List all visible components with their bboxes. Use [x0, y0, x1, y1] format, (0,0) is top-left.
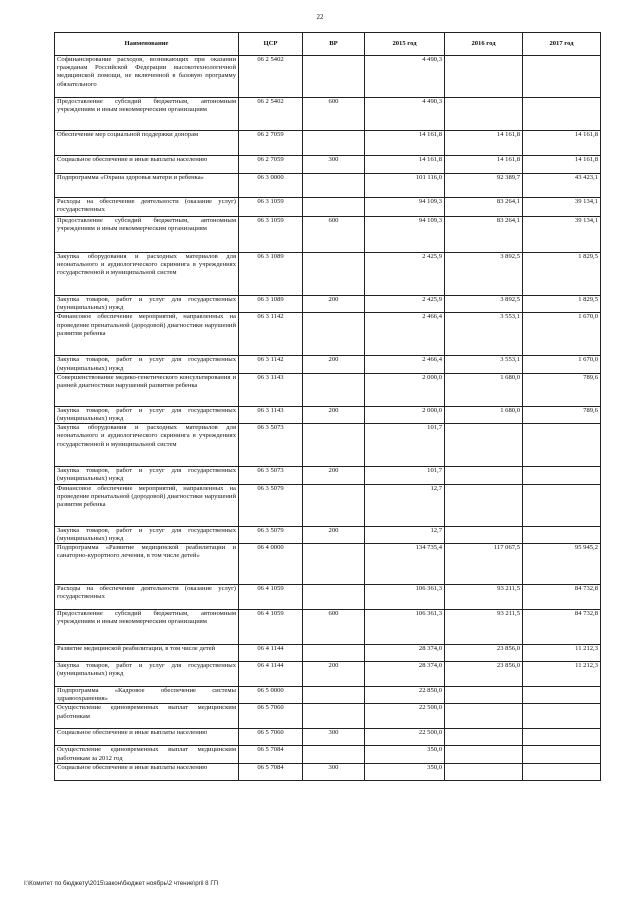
row-vr-cell	[303, 585, 365, 610]
row-2017-cell	[523, 484, 601, 526]
row-csr-cell: 06 3 5079	[239, 484, 303, 526]
table-body	[55, 56, 601, 781]
table-row	[55, 174, 601, 198]
row-2017-cell	[523, 687, 601, 704]
row-2015-cell: 2 425,9	[365, 296, 445, 313]
row-2016-cell	[445, 687, 523, 704]
row-2017-cell: 11 212,3	[523, 662, 601, 687]
row-vr-cell: 200	[303, 406, 365, 423]
row-2015-cell: 94 109,3	[365, 198, 445, 217]
row-csr-cell: 06 2 5402	[239, 56, 303, 98]
row-vr-cell	[303, 746, 365, 763]
table-row	[55, 313, 601, 356]
table-row	[55, 356, 601, 373]
row-2017-cell	[523, 467, 601, 484]
row-name-cell: Расходы на обеспечение деятельности (оказание услуг) государственных	[55, 585, 239, 610]
row-2016-cell	[445, 467, 523, 484]
row-name-cell: Социальное обеспечение и иные выплаты населению	[55, 763, 239, 780]
row-2016-cell: 3 892,5	[445, 253, 523, 296]
page-number: 22	[316, 13, 324, 21]
row-2017-cell: 14 161,8	[523, 156, 601, 174]
table-row	[55, 131, 601, 156]
row-vr-cell	[303, 544, 365, 585]
row-2016-cell: 1 680,0	[445, 406, 523, 423]
row-name-cell: Финансовое обеспечение мероприятий, направленных на проведение пренатальной (дородовой) диагностики нарушений развития ребенка	[55, 313, 239, 356]
row-2017-cell	[523, 704, 601, 729]
row-vr-cell	[303, 704, 365, 729]
table-row	[55, 156, 601, 174]
row-2017-cell	[523, 98, 601, 131]
row-2016-cell: 14 161,8	[445, 131, 523, 156]
table-row	[55, 662, 601, 687]
row-2017-cell: 39 134,1	[523, 217, 601, 253]
table-row	[55, 424, 601, 467]
row-csr-cell: 06 4 0000	[239, 544, 303, 585]
row-name-cell: Подпрограмма «Развитие медицинской реабилитации и санаторно-курортного лечения, в том числе детей»	[55, 544, 239, 585]
row-name-cell: Подпрограмма «Охрана здоровья матери и ребенка»	[55, 174, 239, 198]
row-2016-cell: 23 856,0	[445, 645, 523, 662]
row-vr-cell	[303, 174, 365, 198]
row-2017-cell: 43 423,1	[523, 174, 601, 198]
row-vr-cell	[303, 373, 365, 406]
row-2017-cell	[523, 424, 601, 467]
row-2016-cell	[445, 763, 523, 780]
row-2015-cell: 94 109,3	[365, 217, 445, 253]
row-2017-cell: 39 134,1	[523, 198, 601, 217]
table-row	[55, 484, 601, 526]
row-csr-cell: 06 2 7059	[239, 131, 303, 156]
row-csr-cell: 06 3 1142	[239, 356, 303, 373]
row-name-cell: Закупка товаров, работ и услуг для государственных (муниципальных) нужд	[55, 296, 239, 313]
row-name-cell: Закупка товаров, работ и услуг для государственных (муниципальных) нужд	[55, 356, 239, 373]
row-2017-cell	[523, 763, 601, 780]
row-csr-cell: 06 4 1059	[239, 610, 303, 645]
row-name-cell: Социальное обеспечение и иные выплаты населению	[55, 729, 239, 746]
row-vr-cell: 600	[303, 610, 365, 645]
table-row	[55, 56, 601, 98]
table-row	[55, 198, 601, 217]
row-name-cell: Социальное обеспечение и иные выплаты населению	[55, 156, 239, 174]
row-vr-cell: 200	[303, 356, 365, 373]
row-vr-cell	[303, 687, 365, 704]
row-csr-cell: 06 3 5073	[239, 467, 303, 484]
row-2017-cell: 789,6	[523, 406, 601, 423]
row-name-cell: Закупка товаров, работ и услуг для государственных (муниципальных) нужд	[55, 526, 239, 543]
header-2017: 2017 год	[523, 33, 601, 56]
row-csr-cell: 06 3 5079	[239, 526, 303, 543]
row-2015-cell: 22 500,0	[365, 704, 445, 729]
row-name-cell: Осуществление единовременных выплат медицинским работникам	[55, 704, 239, 729]
table-row	[55, 217, 601, 253]
file-path-footer: I:\Комитет по бюджету\2015\закон\бюджет ноябрь\2 чтение\pril 8 ГП	[24, 880, 219, 887]
row-name-cell: Обеспечение мер социальной поддержки донорам	[55, 131, 239, 156]
row-2016-cell: 117 067,5	[445, 544, 523, 585]
row-2015-cell: 350,0	[365, 763, 445, 780]
row-csr-cell: 06 3 0000	[239, 174, 303, 198]
budget-table	[54, 32, 601, 781]
row-2016-cell: 3 553,1	[445, 313, 523, 356]
table-row	[55, 610, 601, 645]
row-csr-cell: 06 5 7084	[239, 763, 303, 780]
row-2016-cell: 1 680,0	[445, 373, 523, 406]
row-2016-cell: 92 389,7	[445, 174, 523, 198]
table-row	[55, 544, 601, 585]
row-name-cell: Закупка товаров, работ и услуг для государственных (муниципальных) нужд	[55, 662, 239, 687]
row-2015-cell: 101 116,0	[365, 174, 445, 198]
table-row	[55, 373, 601, 406]
row-2015-cell: 106 361,3	[365, 585, 445, 610]
row-csr-cell: 06 3 5073	[239, 424, 303, 467]
row-vr-cell: 300	[303, 729, 365, 746]
row-csr-cell: 06 3 1059	[239, 198, 303, 217]
table-row	[55, 687, 601, 704]
row-2015-cell: 4 490,3	[365, 56, 445, 98]
row-2017-cell: 84 732,8	[523, 585, 601, 610]
row-csr-cell: 06 3 1143	[239, 406, 303, 423]
row-name-cell: Развитие медицинской реабилитации, в том числе детей	[55, 645, 239, 662]
row-2017-cell: 1 670,0	[523, 356, 601, 373]
row-2016-cell: 3 553,1	[445, 356, 523, 373]
row-2016-cell: 93 211,5	[445, 610, 523, 645]
row-csr-cell: 06 2 7059	[239, 156, 303, 174]
row-2015-cell: 22 500,0	[365, 729, 445, 746]
row-2015-cell: 106 361,3	[365, 610, 445, 645]
row-vr-cell	[303, 645, 365, 662]
row-2015-cell: 14 161,8	[365, 131, 445, 156]
row-vr-cell: 600	[303, 98, 365, 131]
row-vr-cell	[303, 198, 365, 217]
row-2016-cell	[445, 56, 523, 98]
row-vr-cell	[303, 131, 365, 156]
row-vr-cell	[303, 56, 365, 98]
table-row	[55, 645, 601, 662]
table-row	[55, 763, 601, 780]
header-2015: 2015 год	[365, 33, 445, 56]
row-2015-cell: 2 000,0	[365, 373, 445, 406]
row-2017-cell: 84 732,8	[523, 610, 601, 645]
table-row	[55, 585, 601, 610]
row-csr-cell: 06 3 1143	[239, 373, 303, 406]
row-vr-cell: 200	[303, 662, 365, 687]
header-2016: 2016 год	[445, 33, 523, 56]
row-vr-cell: 200	[303, 467, 365, 484]
row-csr-cell: 06 5 7060	[239, 704, 303, 729]
row-2017-cell: 95 945,2	[523, 544, 601, 585]
row-vr-cell: 200	[303, 526, 365, 543]
row-vr-cell: 300	[303, 156, 365, 174]
row-2016-cell	[445, 746, 523, 763]
row-2017-cell: 11 212,3	[523, 645, 601, 662]
row-name-cell: Финансовое обеспечение мероприятий, направленных на проведение пренатальной (дородовой) диагностики нарушений развития ребенка	[55, 484, 239, 526]
header-vr: ВР	[303, 33, 365, 56]
row-2016-cell	[445, 704, 523, 729]
row-2015-cell: 134 735,4	[365, 544, 445, 585]
row-2015-cell: 28 374,0	[365, 662, 445, 687]
row-2017-cell: 14 161,8	[523, 131, 601, 156]
row-name-cell: Осуществление единовременных выплат медицинским работникам за 2012 год	[55, 746, 239, 763]
row-2017-cell	[523, 729, 601, 746]
row-csr-cell: 06 3 1142	[239, 313, 303, 356]
row-2016-cell	[445, 98, 523, 131]
row-name-cell: Расходы на обеспечение деятельности (оказание услуг) государственных	[55, 198, 239, 217]
row-2015-cell: 350,0	[365, 746, 445, 763]
row-vr-cell: 200	[303, 296, 365, 313]
row-csr-cell: 06 5 7060	[239, 729, 303, 746]
table-row	[55, 296, 601, 313]
row-vr-cell	[303, 424, 365, 467]
row-2015-cell: 22 850,0	[365, 687, 445, 704]
row-csr-cell: 06 5 7084	[239, 746, 303, 763]
row-2015-cell: 101,7	[365, 424, 445, 467]
row-name-cell: Подпрограмма «Кадровое обеспечение системы здравоохранения»	[55, 687, 239, 704]
row-2015-cell: 14 161,8	[365, 156, 445, 174]
row-csr-cell: 06 5 0000	[239, 687, 303, 704]
row-csr-cell: 06 3 1089	[239, 296, 303, 313]
row-2015-cell: 2 466,4	[365, 313, 445, 356]
row-vr-cell	[303, 484, 365, 526]
row-name-cell: Предоставление субсидий бюджетным, автономным учреждениям и иным некоммерческим организациям	[55, 217, 239, 253]
row-2017-cell: 789,6	[523, 373, 601, 406]
row-2016-cell: 23 856,0	[445, 662, 523, 687]
row-2015-cell: 2 000,0	[365, 406, 445, 423]
row-2017-cell: 1 829,5	[523, 296, 601, 313]
row-2015-cell: 12,7	[365, 526, 445, 543]
row-2016-cell	[445, 526, 523, 543]
row-vr-cell: 300	[303, 763, 365, 780]
row-2016-cell	[445, 484, 523, 526]
row-2016-cell	[445, 729, 523, 746]
row-2015-cell: 2 466,4	[365, 356, 445, 373]
row-2015-cell: 12,7	[365, 484, 445, 526]
table-row	[55, 406, 601, 423]
row-name-cell: Предоставление субсидий бюджетным, автономным учреждениям и иным некоммерческим организациям	[55, 610, 239, 645]
row-2015-cell: 28 374,0	[365, 645, 445, 662]
table-row	[55, 98, 601, 131]
row-2016-cell: 3 892,5	[445, 296, 523, 313]
table-row	[55, 253, 601, 296]
row-name-cell: Закупка товаров, работ и услуг для государственных (муниципальных) нужд	[55, 406, 239, 423]
row-2015-cell: 101,7	[365, 467, 445, 484]
row-name-cell: Предоставление субсидий бюджетным, автономным учреждениям и иным некоммерческим организациям	[55, 98, 239, 131]
row-vr-cell	[303, 313, 365, 356]
table-row	[55, 704, 601, 729]
row-2016-cell: 83 264,1	[445, 217, 523, 253]
row-2016-cell: 93 211,5	[445, 585, 523, 610]
row-2015-cell: 4 490,3	[365, 98, 445, 131]
row-csr-cell: 06 3 1089	[239, 253, 303, 296]
row-csr-cell: 06 4 1144	[239, 662, 303, 687]
row-2016-cell: 14 161,8	[445, 156, 523, 174]
row-2017-cell	[523, 746, 601, 763]
row-2016-cell	[445, 424, 523, 467]
header-name: Наименование	[55, 33, 239, 56]
row-name-cell: Закупка оборудования и расходных материалов для неонатального и аудиологического скрининга в учреждениях государственной и муниципальной систем	[55, 424, 239, 467]
row-vr-cell: 600	[303, 217, 365, 253]
table-header-row	[55, 33, 601, 56]
table-row	[55, 729, 601, 746]
row-name-cell: Софинансирование расходов, возникающих при оказании гражданам Российской Федерации высокотехнологичной медицинской помощи, не включенной в базовую программу обязательного	[55, 56, 239, 98]
row-2017-cell	[523, 56, 601, 98]
row-2017-cell: 1 829,5	[523, 253, 601, 296]
row-name-cell: Закупка оборудования и расходных материалов для неонатального и аудиологического скрининга в учреждениях государственной и муниципальной систем	[55, 253, 239, 296]
table-row	[55, 526, 601, 543]
row-csr-cell: 06 4 1144	[239, 645, 303, 662]
row-2016-cell: 83 264,1	[445, 198, 523, 217]
table-row	[55, 467, 601, 484]
row-2017-cell	[523, 526, 601, 543]
row-2017-cell: 1 670,0	[523, 313, 601, 356]
row-name-cell: Закупка товаров, работ и услуг для государственных (муниципальных) нужд	[55, 467, 239, 484]
row-2015-cell: 2 425,9	[365, 253, 445, 296]
row-csr-cell: 06 4 1059	[239, 585, 303, 610]
header-csr: ЦСР	[239, 33, 303, 56]
row-csr-cell: 06 3 1059	[239, 217, 303, 253]
table-row	[55, 746, 601, 763]
row-name-cell: Совершенствование медико-генетического консультирования и ранней диагностики нарушений развития ребенка	[55, 373, 239, 406]
row-csr-cell: 06 2 5402	[239, 98, 303, 131]
row-vr-cell	[303, 253, 365, 296]
